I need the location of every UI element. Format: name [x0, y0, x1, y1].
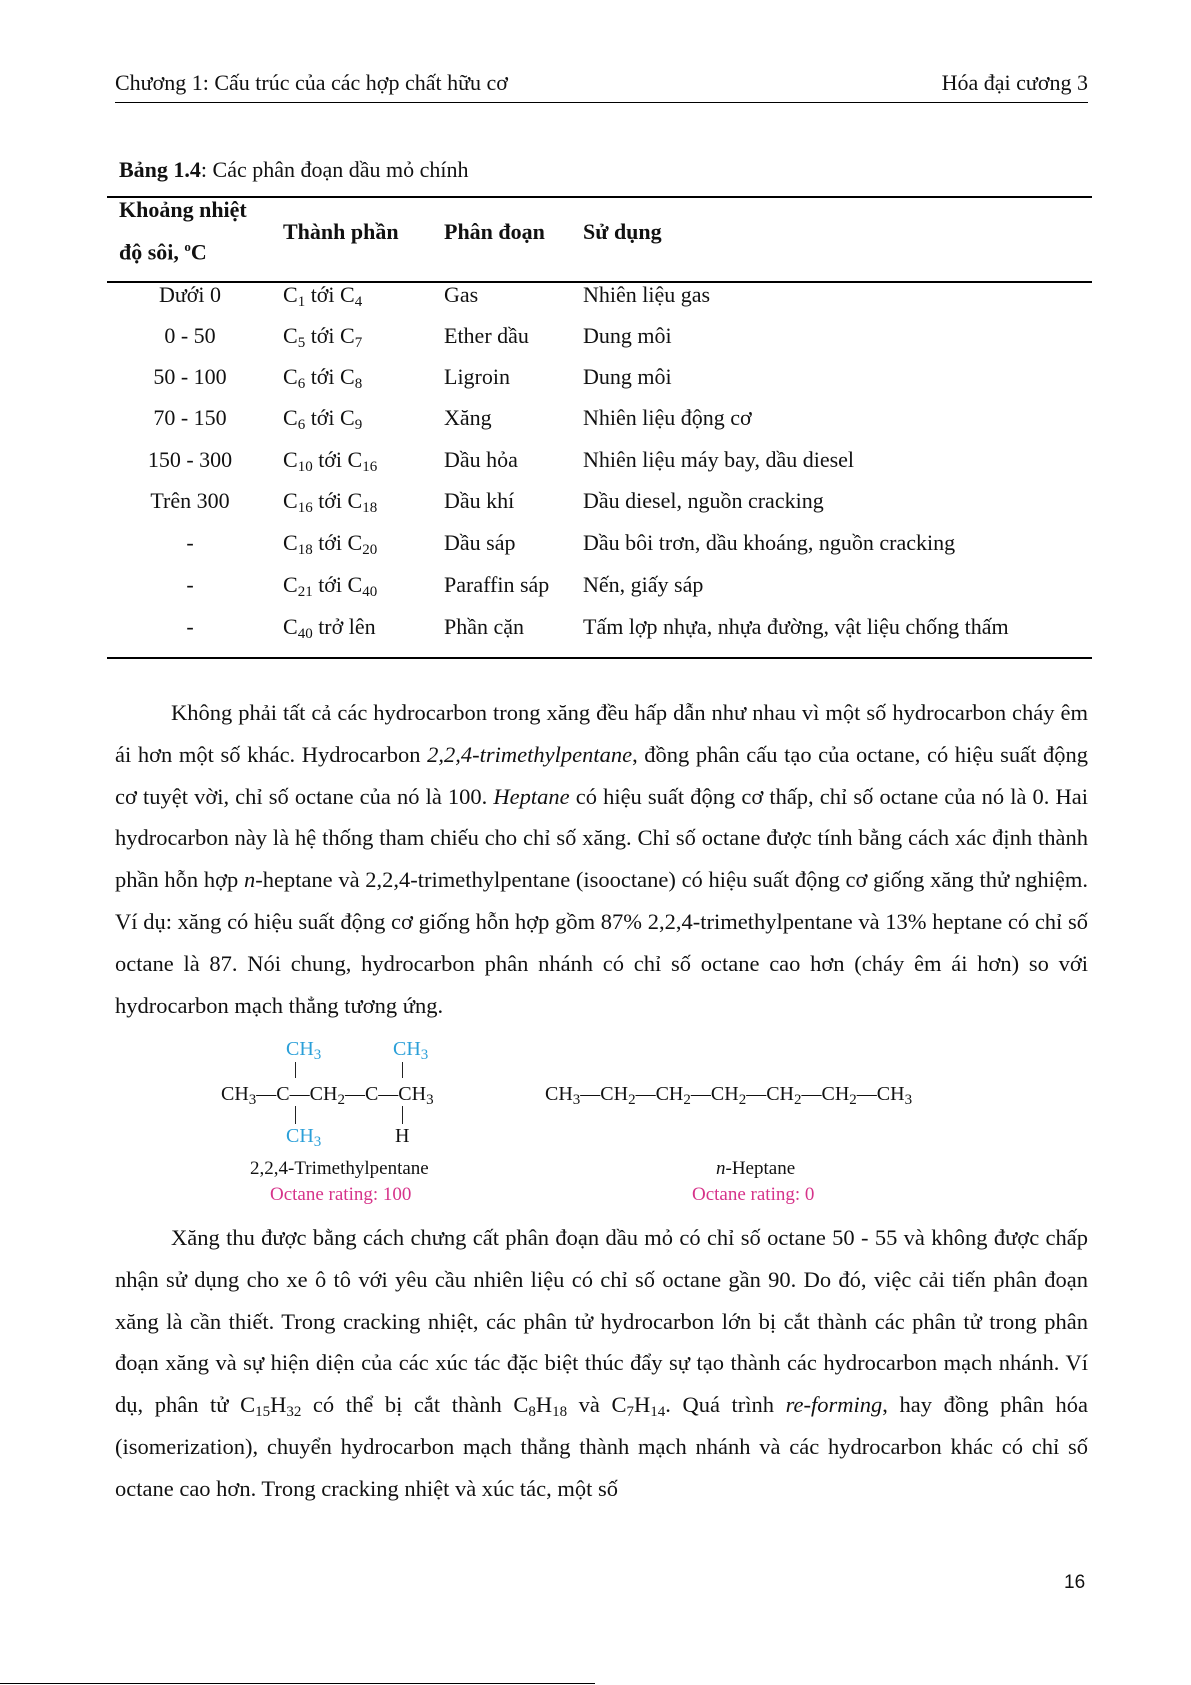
methyl-bottom: $CH_3$	[286, 1125, 322, 1150]
cell-usage: Dung môi	[583, 364, 672, 389]
cell-composition: $C_6$ tới $C_9$	[283, 405, 363, 433]
cell-usage: Nhiên liệu gas	[583, 282, 711, 307]
running-header-course: Hóa đại cương 3	[941, 70, 1088, 95]
header-fraction: Phân đoạn	[444, 219, 545, 244]
octane-rating-0: Octane rating: 0	[692, 1184, 815, 1205]
text: Không phải tất cả các hydrocarbon trong xăng đều hấp dẫn như nhau vì một số hydrocarbon cháy êm ái hơn một số khác. Hydrocarbon	[115, 700, 1088, 767]
methyl-top-1: $CH_3$	[286, 1038, 322, 1063]
cell-fraction: Dầu sáp	[444, 530, 516, 555]
cell-usage: Dầu bôi trơn, dầu khoáng, nguồn cracking	[583, 530, 956, 555]
cell-composition: $C_{10}$ tới $C_{16}$	[283, 447, 378, 475]
header-range-line1: Khoảng nhiệt	[119, 197, 247, 222]
italic-term: n	[243, 867, 256, 893]
heptane-chain: $CH_3—CH_2—CH_2—CH_2—CH_2—CH_2—CH_3$	[545, 1083, 913, 1108]
cell-range: -	[186, 530, 194, 555]
methyl-top-2: $CH_3$	[393, 1038, 429, 1063]
cell-fraction: Paraffin sáp	[444, 572, 550, 597]
text: Xăng thu được bằng cách chưng cất phân đoạn dầu mỏ có chỉ số octane 50 - 55 và không được chấp nhận sử dụng cho xe ô tô với yêu cầu nhiên liệu có chỉ số octane gần 90. Do đó, việc cải tiến phân đoạn xăng là cần thiết. Trong cracking nhiệt, các phân tử hydrocarbon lớn bị cắt thành các phân tử trong phân đoạn xăng và sự hiện diện của các xúc tác đặc biệt thúc đẩy sự tạo thành các hydrocarbon mạch nhánh. Ví dụ, phân tử C	[115, 1225, 1088, 1418]
paragraph-reforming: Xăng thu được bằng cách chưng cất phân đoạn dầu mỏ có chỉ số octane 50 - 55 và không được chấp nhận sử dụng cho xe ô tô với yêu cầu nhiên liệu có chỉ số octane gần 90. Do đó, việc cải tiến phân đoạn xăng là cần thiết. Trong cracking nhiệt, các phân tử hydrocarbon lớn bị cắt thành các phân tử trong phân đoạn xăng và sự hiện diện của các xúc tác đặc biệt thúc đẩy sự tạo thành các hydrocarbon mạch nhánh. Ví dụ, phân tử $C_{15}H_{32}$ có thể bị cắt thành $C_8H_{18}$ và $C_7H_{14}$. Quá trình re-forming, hay đồng phân hóa (isomerization), chuyển hydrocarbon mạch thẳng thành mạch nhánh và các hydrocarbon khác có chỉ số octane cao hơn. Trong cracking nhiệt và xúc tác, một số	[115, 1225, 1088, 1501]
table-bottom-rule	[107, 657, 1092, 659]
cell-range: 50 - 100	[153, 364, 227, 389]
cell-fraction: Xăng	[444, 405, 492, 430]
text: có hiệu suất động cơ thấp, chỉ số octane của nó là 0. Hai hydrocarbon này là hệ thống tham chiếu cho chỉ số xăng. Chỉ số octane được tính bằng cách xác định thành phần hỗn hợp	[115, 783, 1088, 893]
cell-usage: Nến, giấy sáp	[583, 572, 704, 597]
cell-composition: $C_{16}$ tới $C_{18}$	[283, 488, 378, 516]
main-chain: $CH_3—C—CH_2—C—CH_3$	[221, 1083, 434, 1108]
bond-vertical	[295, 1106, 296, 1124]
cell-range: 0 - 50	[164, 323, 216, 348]
cell-composition: $C_{40}$ trở lên	[283, 614, 376, 642]
italic-term: Heptane	[493, 783, 570, 809]
header-range-text: độ sôi,	[119, 239, 185, 265]
cell-usage: Nhiên liệu động cơ	[583, 405, 752, 430]
table-top-rule	[107, 196, 1092, 198]
cell-usage: Dung môi	[583, 323, 672, 348]
cell-fraction: Gas	[444, 282, 479, 307]
cell-composition: $C_{18}$ tới $C_{20}$	[283, 530, 378, 558]
bond-vertical	[402, 1062, 403, 1078]
header-usage: Sử dụng	[583, 219, 662, 244]
header-range-line2	[119, 239, 207, 265]
cell-range: Dưới 0	[158, 282, 222, 307]
octane-rating-100: Octane rating: 100	[270, 1184, 412, 1205]
cell-range: 70 - 150	[153, 405, 227, 430]
text: , đồng phân cấu tạo của octane, có hiệu suất động cơ tuyệt vời, chỉ số octane của nó là 100.	[115, 741, 1088, 809]
cell-range: 150 - 300	[147, 447, 233, 472]
table-caption-label: Bảng 1.4	[119, 157, 201, 182]
page-number: 16	[1064, 1572, 1086, 1593]
table-caption	[119, 157, 469, 183]
cell-usage: Dầu diesel, nguồn cracking	[583, 488, 824, 513]
footer-rule	[0, 1683, 595, 1684]
text: -heptane và 2,2,4-trimethylpentane (isooctane) có hiệu suất động cơ giống xăng thử nghiệm. Ví dụ: xăng có hiệu suất động cơ giống hỗn hợp gồm 87% 2,2,4-trimethylpentane và 13% heptane có chỉ số octane là 87. Nói chung, hydrocarbon phân nhánh có chỉ số octane cao hơn (cháy êm ái hơn) so với hydrocarbon mạch thẳng tương ứng.	[115, 867, 1089, 1018]
structure-name-heptane: n-Heptane	[716, 1158, 796, 1179]
cell-fraction: Ligroin	[444, 364, 510, 389]
cell-usage: Tấm lợp nhựa, nhựa đường, vật liệu chống thấm	[583, 614, 1009, 639]
cell-range: -	[186, 614, 194, 639]
header-composition: Thành phần	[283, 219, 399, 244]
cell-fraction: Dầu khí	[444, 488, 515, 513]
cell-fraction: Dầu hỏa	[444, 447, 518, 472]
cell-usage: Nhiên liệu máy bay, dầu diesel	[583, 447, 855, 472]
degree-sup: o	[184, 239, 191, 254]
cell-composition: $C_{21}$ tới $C_{40}$	[283, 572, 378, 600]
cell-composition: $C_1$ tới $C_4$	[283, 282, 363, 310]
bond-vertical	[402, 1106, 403, 1124]
cell-range: Trên 300	[150, 488, 230, 513]
header-divider	[115, 102, 1088, 103]
cell-composition: $C_5$ tới $C_7$	[283, 323, 363, 351]
table-caption-text: : Các phân đoạn dầu mỏ chính	[200, 157, 469, 182]
italic-term: re-forming	[785, 1392, 883, 1418]
structure-name-trimethylpentane: 2,2,4-Trimethylpentane	[250, 1158, 429, 1179]
cell-range: -	[186, 572, 194, 597]
hydrogen: H	[395, 1125, 410, 1147]
running-header-chapter: Chương 1: Cấu trúc của các hợp chất hữu cơ	[115, 70, 508, 95]
bond-vertical	[295, 1062, 296, 1078]
cell-fraction: Phần cặn	[444, 614, 525, 639]
celsius-unit: C	[190, 239, 207, 265]
paragraph-octane-rating	[115, 692, 1088, 1026]
cell-composition: $C_6$ tới $C_8$	[283, 364, 363, 392]
cell-fraction: Ether dầu	[444, 323, 529, 348]
italic-term: 2,2,4-trimethylpentane	[427, 741, 633, 767]
